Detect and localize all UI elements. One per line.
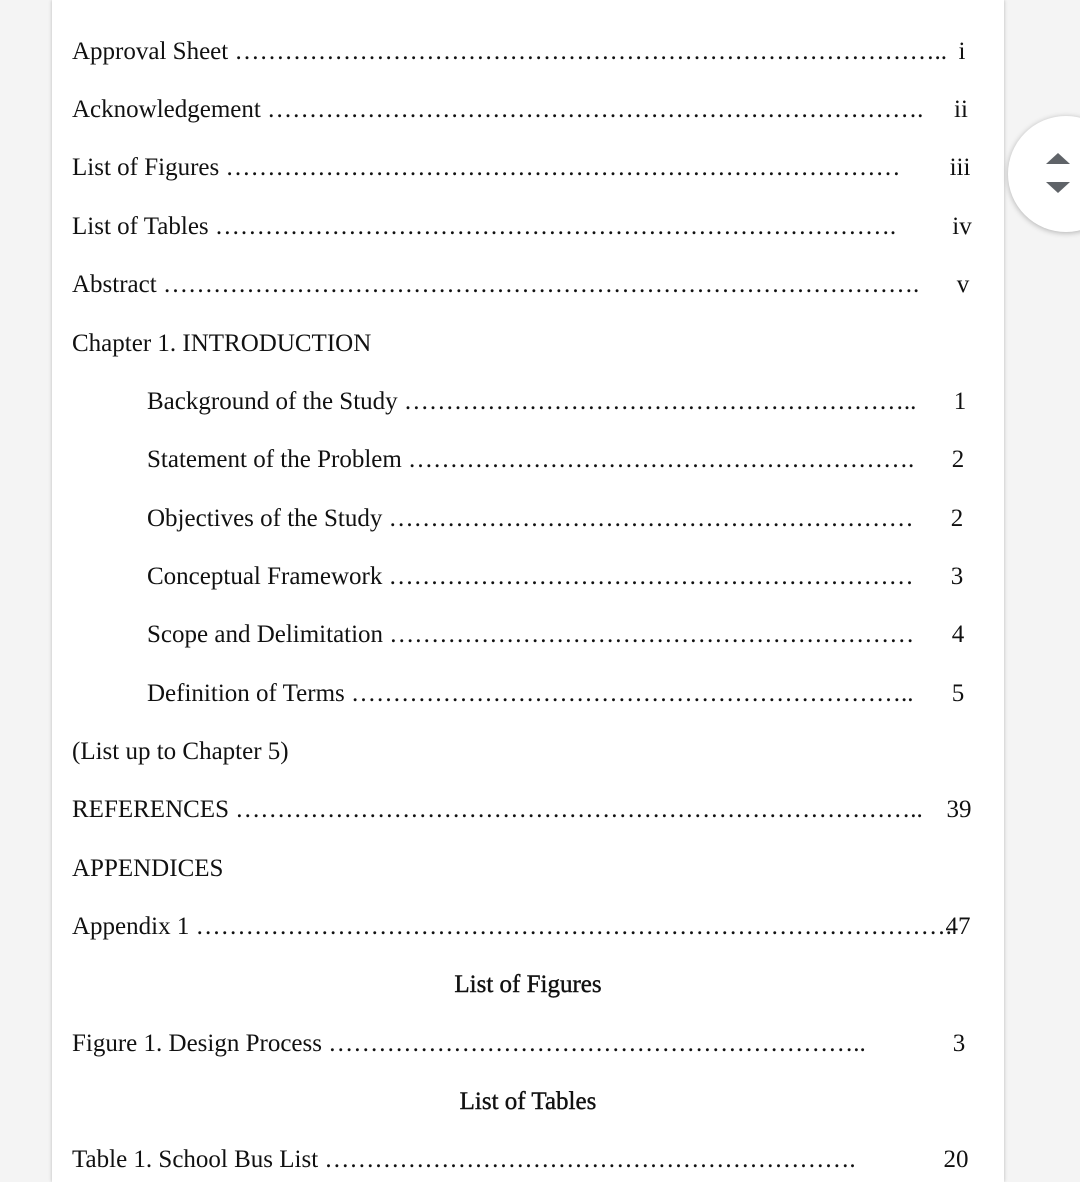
toc-page-number: iv — [952, 213, 972, 240]
toc-entry-definition-of-terms: Definition of Terms ………………………………………………………….. — [147, 680, 914, 707]
triangle-up-icon[interactable] — [1046, 153, 1070, 164]
toc-entry-statement-of-problem: Statement of the Problem ……………………………………………………. — [147, 446, 915, 473]
viewer-left-margin — [0, 0, 52, 1182]
toc-page-number: 2 — [950, 505, 964, 532]
figure-page-number: 3 — [952, 1030, 966, 1057]
toc-appendices-heading: APPENDICES — [72, 855, 224, 882]
toc-page-number: 47 — [945, 913, 971, 940]
toc-entry-background: Background of the Study …………………………………………………….. — [147, 388, 917, 415]
triangle-down-icon[interactable] — [1046, 182, 1070, 193]
toc-entry-acknowledgement: Acknowledgement ……………………………………………………………………. — [72, 96, 924, 123]
toc-chapter-heading: Chapter 1. INTRODUCTION — [72, 330, 372, 357]
toc-page-number: 2 — [951, 446, 965, 473]
toc-page-number: v — [956, 271, 970, 298]
table-page-number: 20 — [943, 1146, 969, 1173]
toc-entry-conceptual-framework: Conceptual Framework ……………………………………………………… — [147, 563, 914, 590]
toc-page-number: 4 — [951, 621, 965, 648]
list-of-tables-heading: List of Tables — [459, 1088, 597, 1115]
list-of-figures-heading: List of Figures — [454, 971, 602, 998]
toc-page-number: 39 — [946, 796, 972, 823]
toc-page-number: i — [958, 38, 966, 65]
toc-entry-abstract: Abstract ………………………………………………………………………………. — [72, 271, 920, 298]
table-entry: Table 1. School Bus List ………………………………………………………. — [72, 1146, 856, 1173]
toc-entry-list-of-tables: List of Tables ………………………………………………………………………. — [72, 213, 897, 240]
toc-page-number: 1 — [953, 388, 967, 415]
figure-entry: Figure 1. Design Process ……………………………………………………….. — [72, 1030, 866, 1057]
toc-page-number: ii — [954, 96, 968, 123]
toc-entry-approval-sheet: Approval Sheet ………………………………………………………………………….. — [72, 38, 947, 65]
toc-page-number: iii — [949, 154, 971, 181]
toc-entry-appendix-1: Appendix 1 ………………………………………………………………………………. — [72, 913, 952, 940]
document-page — [52, 0, 1004, 1182]
toc-entry-references: REFERENCES ……………………………………………………………………….. — [72, 796, 923, 823]
toc-entry-objectives: Objectives of the Study ……………………………………………………… — [147, 505, 914, 532]
toc-note: (List up to Chapter 5) — [72, 738, 289, 765]
toc-entry-list-of-figures: List of Figures ……………………………………………………………………… — [72, 154, 901, 181]
toc-page-number: 5 — [951, 680, 965, 707]
toc-page-number: 3 — [950, 563, 964, 590]
toc-entry-scope: Scope and Delimitation ……………………………………………………… — [147, 621, 915, 648]
